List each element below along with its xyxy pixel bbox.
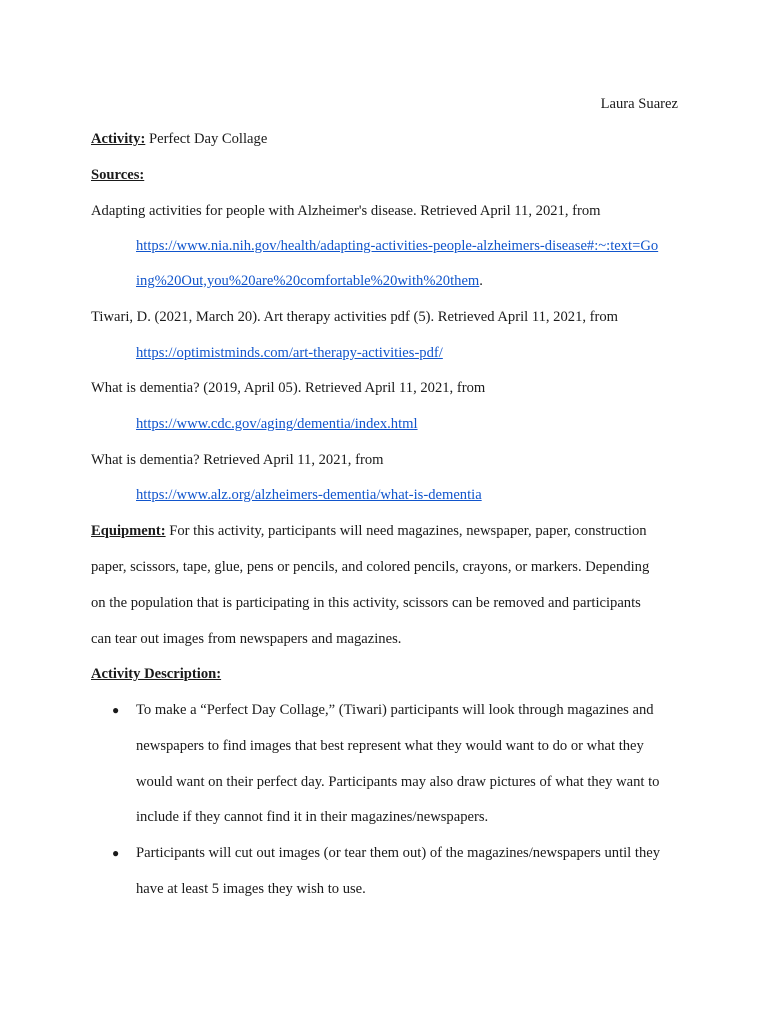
activity-label: Activity: — [91, 131, 146, 147]
activity-line — [91, 130, 267, 148]
source-link-continued[interactable] — [136, 272, 483, 290]
bullet-text: To make a “Perfect Day Collage,” (Tiwari) participants will look through magazines and — [136, 702, 654, 718]
source-citation: Adapting activities for people with Alzheimer's disease. Retrieved April 11, 2021, from — [91, 203, 601, 219]
equipment-text: paper, scissors, tape, glue, pens or pencils, and colored pencils, crayons, or markers. Depending — [91, 559, 650, 575]
bullet-text: Participants will cut out images (or tear them out) of the magazines/newspapers until they — [136, 845, 661, 861]
equipment-text: on the population that is participating in this activity, scissors can be removed and participants — [91, 595, 641, 611]
author-name: Laura Suarez — [600, 96, 678, 112]
bullet-icon: ● — [112, 703, 120, 717]
source-url[interactable]: https://www.cdc.gov/aging/dementia/index.html — [136, 416, 418, 432]
source-url-continued[interactable]: ing%20Out,you%20are%20comfortable%20with%20them — [136, 273, 480, 289]
equipment-text: can tear out images from newspapers and magazines. — [91, 631, 402, 647]
sources-heading: Sources: — [91, 167, 145, 183]
bullet-text: include if they cannot find it in their magazines/newspapers. — [136, 809, 489, 825]
source-trailing-period: . — [479, 273, 483, 289]
source-url[interactable]: https://www.nia.nih.gov/health/adapting-activities-people-alzheimers-disease#:~:text=Go — [136, 238, 659, 254]
bullet-text: would want on their perfect day. Participants may also draw pictures of what they want to — [136, 774, 660, 790]
source-link[interactable] — [136, 344, 443, 362]
source-citation: What is dementia? Retrieved April 11, 2021, from — [91, 452, 384, 468]
source-citation: Tiwari, D. (2021, March 20). Art therapy activities pdf (5). Retrieved April 11, 2021, from — [91, 309, 619, 325]
source-link[interactable] — [136, 237, 658, 255]
bullet-icon: ● — [112, 846, 120, 860]
source-link[interactable] — [136, 486, 482, 504]
bullet-text: have at least 5 images they wish to use. — [136, 881, 366, 897]
bullet-text: newspapers to find images that best represent what they would want to do or what they — [136, 738, 644, 754]
source-url[interactable]: https://optimistminds.com/art-therapy-activities-pdf/ — [136, 345, 443, 361]
equipment-label: Equipment: — [91, 523, 166, 539]
source-link[interactable] — [136, 415, 418, 433]
source-url[interactable]: https://www.alz.org/alzheimers-dementia/what-is-dementia — [136, 487, 482, 503]
equipment-paragraph-line — [91, 522, 647, 540]
equipment-text: For this activity, participants will need magazines, newspaper, paper, construction — [169, 523, 647, 539]
description-heading: Activity Description: — [91, 666, 222, 682]
activity-title: Perfect Day Collage — [148, 131, 268, 147]
source-citation: What is dementia? (2019, April 05). Retrieved April 11, 2021, from — [91, 380, 486, 396]
